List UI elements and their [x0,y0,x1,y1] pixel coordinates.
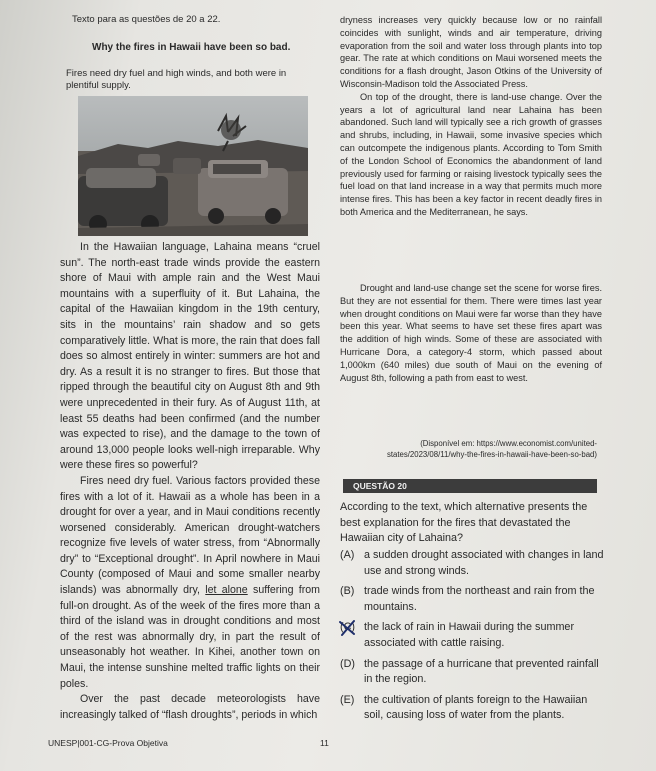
exam-footer: UNESP|001-CG-Prova Objetiva [48,738,168,748]
option-d[interactable]: (D) the passage of a hurricane that prevented rainfall in the region. [340,657,599,686]
question-badge: QUESTÃO 20 [343,479,597,493]
instructions-header: Texto para as questões de 20 a 22. [72,14,221,25]
question-text: According to the text, which alternative presents the best explanation for the fires that devastated the Hawaiian city of Lahaina? [340,501,588,545]
underlined-phrase: let alone [205,584,248,597]
pen-mark-icon [337,618,359,638]
paragraph: Over the past decade meteorologists have increasingly talked of “flash droughts”, periods in which [60,693,320,721]
article-headline: Why the fires in Hawaii have been so bad. [92,42,291,53]
paragraph: Drought and land-use change set the scene for worse fires. But they are not essential for them. There were times last year when drought conditions on Maui were far worse than they have been this year. What seems to have set these fires apart was the addition of high winds. Some of these are associated with Hurricane Dora, a category-4 storm, which passed about 1,000km (640 miles) due south of Maui on the evening of August 8th, following a path from east to west. [340,283,602,383]
option-e[interactable]: (E) the cultivation of plants foreign to the Hawaiian soil, causing loss of water from the plants. [340,693,588,722]
article-column-left [60,240,320,723]
option-a[interactable]: (A) a sudden drought associated with changes in land use and strong winds. [340,549,604,577]
paragraph: In the Hawaiian language, Lahaina means “cruel sun”. The north-east trade winds provide the eastern shore of Maui with ample rain and the West Maui mountains with a superfluity of it. But Lahaina, the capital of the Hawaiian kingdom in the 19th century, sits in the mountains’ rain shadow and so gets comparatively little. What is more, the rain that does fall does so almost entirely in winter: summers are hot and dry. As a result it is no stranger to fires. But those that ripped through the beautiful city on August 8th and 9th were unprecedented in their fury. As of August 11th, at least 55 deaths had been confirmed (and the number was expected to rise), and the damage to the town of around 13,000 people looks well-nigh irreparable. Why were these fires so powerful? [60,241,320,472]
answer-options [340,548,608,729]
article-column-right-cont [340,282,602,384]
paragraph: On top of the drought, there is land-use change. Over the years a lot of agricultural land near Lahaina has been abandoned. Such land will typically see a rich growth of grasses and shrubs, including, in Hawaii, some invasive species which can outcompete the indigenous plants. According to Tom Smith of the London School of Economics the abandonment of land previously used for farming or raising livestock typically sees the fuel load on that land increase in a way that permits much more intense fires. This has been a key factor in recent deadly fires in both America and the Mediterranean, he says. [340,91,602,217]
fire-damage-photo [78,96,308,236]
option-b[interactable]: (B) trade winds from the northeast and rain from the mountains. [340,585,595,613]
paragraph: Fires need dry fuel. Various factors provided these fires with a lot of it. Hawaii as a whole has been in a drought for over a year, and in Maui conditions recently worsened considerably. American drought-watchers recognize five levels of water stress, from “Abnormally dry” to “Exceptional drought”. In April nowhere in Maui County (composed of Maui and some smaller nearby islands) was abnormally dry, let alone suffering from full-on drought. As of the week of the fires more than a third of the island was in drought conditions and most of the rest was abnormally dry, in part the result of unseasonably hot weather. In Kihei, another town on Maui, the intense sunshine melted traffic lights on their poles. [60,474,320,690]
paragraph: dryness increases very quickly because low or no rainfall coincides with sunlight, winds and air temperature, driving evaporation from the soil and water loss through plants into top gear. The rate at which conditions on Maui worsened meets the conditions for a flash drought, Jason Otkins of the University of Wisconsin-Madison told the Associated Press. [340,15,602,89]
article-column-right [340,14,602,219]
page-number: 11 [320,738,329,748]
option-c[interactable]: (C) the lack of rain in Hawaii during the summer associated with cattle raising. [340,620,608,651]
source-citation: (Disponível em: https://www.economist.com/united- states/2023/08/11/why-the-fires-in-hawaii-have-been-so-bad) [386,439,597,459]
article-standfirst: Fires need dry fuel and high winds, and both were in plentiful supply. [66,68,287,91]
